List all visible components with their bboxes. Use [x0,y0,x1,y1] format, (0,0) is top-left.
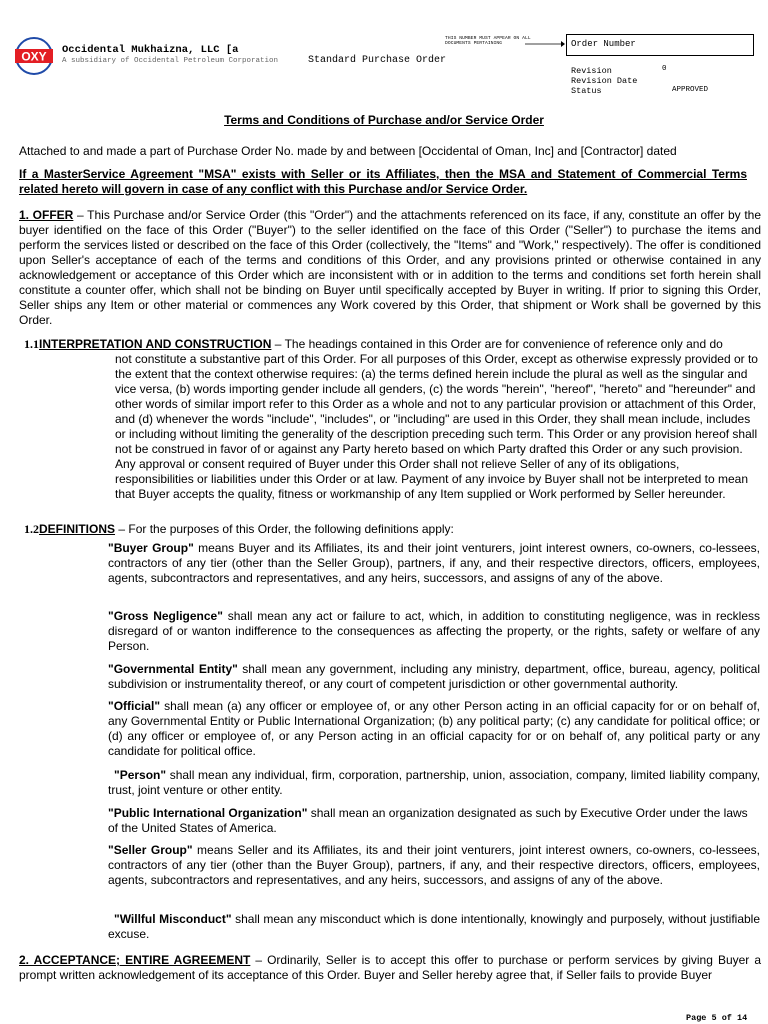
intro-paragraph: Attached to and made a part of Purchase Order No. made by and between [Occidental of Oman, Inc] and [Contractor] dated [19,144,677,158]
offer-text: – This Purchase and/or Service Order (this "Order") and the attachments referenced on its face, if any, constitute an offer by the buyer identified on the face of this Order ("Buyer") to the seller identified on the face of this Order ("Seller") to purchase the items and perform the services listed or described on the face of this Order (collectively, the "Items" and "Work," respectively). The offer is conditioned upon Seller's acceptance of each of the terms and conditions of this Order, and any provisions printed or otherwise contained in any acknowledgement or acceptance of this Order which are inconsistent with or in addition to the terms and conditions set forth herein shall constitute a counter offer, which shall not be binding on Buyer until specifically accepted by Buyer in writing. If prior to signing this Order, Seller ships any Item or other material or commences any Work covered by this Order, that shipment or Work shall be governed by this Order. [19,208,761,327]
order-number-label: Order Number [571,39,636,49]
order-number-box [566,34,754,56]
definition-willful-misconduct [108,912,760,942]
oxy-logo [12,36,56,76]
definition-text: shall mean (a) any officer or employee of, or any other Person acting in an official capacity for or on behalf of, any Governmental Entity or Public International Organization; (b) any political party; (c) any candidate for political office; or (d) any officer or employee of, or any Person acting in an official capacity for or on behalf of, any political party or any candidate for political office. [108,699,760,758]
definition-text: shall mean any act or failure to act, which, in addition to constituting negligence, was in reckless disregard of or wanton indifference to the consequences as affecting the property, or the rights, safety or welfare of any Person. [108,609,760,653]
definition-text: means Seller and its Affiliates, its and their joint venturers, joint interest owners, co-owners, co-lessees, contractors of any tier (other than the Buyer Group), partners, if any, and their respective directors, officers, employees, agents, subcontractors and representatives, and any heirs, successors, and assigns of any of the above. [108,843,760,887]
interpretation-heading: INTERPRETATION AND CONSTRUCTION [39,337,272,351]
definition-text: shall mean any misconduct which is done intentionally, knowingly and purposely, without justifiable excuse. [108,912,761,941]
document-type: Standard Purchase Order [308,55,447,66]
definition-term: "Gross Negligence" [108,609,223,623]
notice-line-2: DOCUMENTS PERTAINING [445,41,503,47]
definition-official [108,699,760,759]
page-number: Page 5 of 14 [686,1013,748,1023]
definition-text: shall mean any individual, firm, corporation, partnership, union, association, company, limited liability company, trust, joint venture or other entity. [108,768,760,797]
offer-section [19,208,761,328]
acceptance-heading: 2. ACCEPTANCE; ENTIRE AGREEMENT [19,953,251,967]
status-value: APPROVED [672,86,709,94]
company-name: Occidental Mukhaizna, LLC [a [62,44,239,56]
definition-term: "Seller Group" [108,843,193,857]
interpretation-body: not constitute a substantive part of this Order. For all purposes of this Order, except as otherwise expressly provided or to the extent that the context otherwise requires: (a) the terms defined herein include the plural as well as the singular and vice versa, (b) words importing gender include all genders, (c) the words "herein", "hereof", "hereto" and "hereunder" and other words of similar import refer to this Order as a whole and not to any particular provision or attachment of this Order, and (d) whenever the words "include", "includes", or "including" are used in this Order, they shall mean include, includes or including without limiting the generality of the description preceding such term. This Order or any provision hereof shall not be construed in favor of or against any Party hereto based on which Party drafted this Order or any such provision. Any approval or consent required of Buyer under this Order shall not relieve Seller of any of its obligations, responsibilities or liabilities under this Order or at law. Payment of any invoice by Buyer shall not be interpreted to mean that Buyer accepts the quality, fitness or workmanship of any Item supplied or Work performed by Seller hereunder. [115,352,758,501]
definition-term: "Official" [108,699,161,713]
acceptance-text: – Ordinarily, Seller is to accept this offer to purchase or perform services by giving Buyer a prompt written acknowledgement of its acceptance of this Order. Buyer and Seller hereby agree that, if Seller fails to provide Buyer [19,953,761,982]
page-title: Terms and Conditions of Purchase and/or Service Order [224,113,544,127]
revision-label: Revision [571,66,612,76]
definition-text: shall mean an organization designated as such by Executive Order under the laws of the United States of America. [108,806,748,835]
interpretation-first-text: – The headings contained in this Order are for convenience of reference only and do [271,337,723,351]
definition-governmental-entity [108,662,760,692]
definitions-heading: DEFINITIONS [39,522,116,536]
definition-buyer-group [108,541,760,586]
definition-gross-negligence [108,609,760,654]
interpretation-number: 1.1 [24,337,39,351]
msa-notice: If a MasterService Agreement "MSA" exists with Seller or its Affiliates, then the MSA and Statement of Commercial Terms related hereto will govern in case of any conflict with this Purchase and/or Service Order. [19,167,747,196]
definitions-number: 1.2 [24,522,39,536]
definitions-intro-line [24,522,764,537]
revision-date-label: Revision Date [571,76,638,86]
logo-text: OXY [21,49,47,64]
definition-term: "Willful Misconduct" [114,912,232,926]
company-subtitle: A subsidiary of Occidental Petroleum Corporation [62,57,279,65]
interpretation-first-line [24,337,764,352]
definition-person [108,768,760,798]
definition-seller-group [108,843,760,888]
definitions-intro: – For the purposes of this Order, the following definitions apply: [115,522,454,536]
offer-heading: 1. OFFER [19,208,74,222]
acceptance-section [19,953,761,983]
definition-term: "Buyer Group" [108,541,194,555]
notice-line-1: THIS NUMBER MUST APPEAR ON ALL [445,36,531,41]
status-label: Status [571,86,602,96]
arrow-right-icon [525,40,565,48]
definition-term: "Person" [114,768,167,782]
definition-text: means Buyer and its Affiliates, its and their joint venturers, joint interest owners, co-owners, co-lessees, contractors of any tier (other than the Seller Group), partners, if any, and their respective directors, officers, employees, agents, subcontractors and representatives, and any heirs, successors, and assigns of any of the above. [108,541,760,585]
definition-public-international-organization [108,806,760,836]
definition-term: "Governmental Entity" [108,662,238,676]
definition-term: "Public International Organization" [108,806,308,820]
revision-value: 0 [662,65,667,73]
definition-text: shall mean any government, including any ministry, department, office, bureau, agency, political subdivision or instrumentality thereof, or any court of competent jurisdiction or other governmental authority. [108,662,760,691]
